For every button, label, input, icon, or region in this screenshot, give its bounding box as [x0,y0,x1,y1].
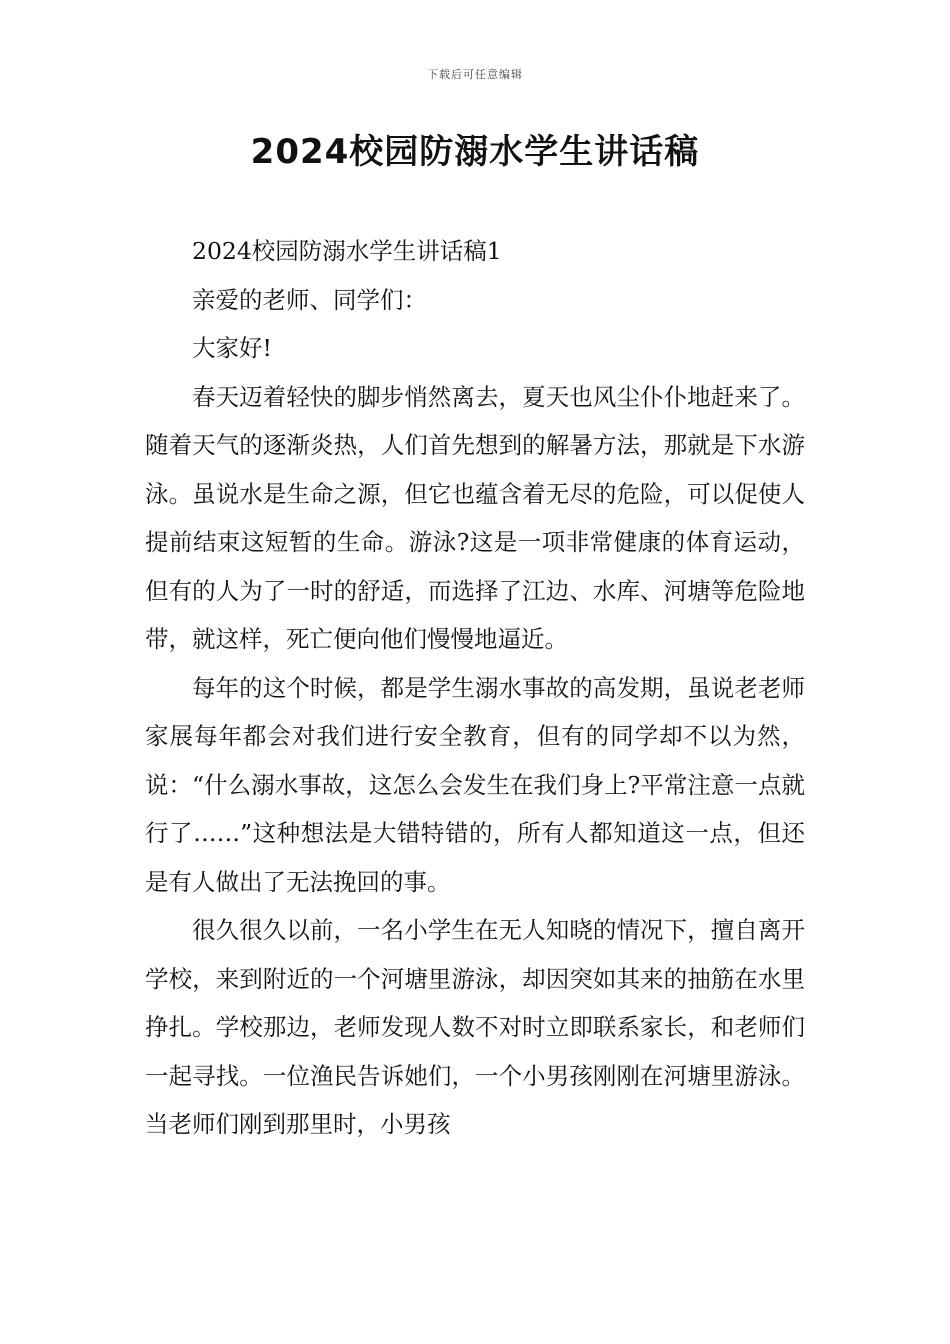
document-body [145,227,805,1149]
body-paragraph: 很久很久以前，一名小学生在无人知晓的情况下，擅自离开学校，来到附近的一个河塘里游泳，却因突如其来的抽筋在水里挣扎。学校那边，老师发现人数不对时立即联系家长，和老师们一起寻找。一位渔民告诉她们，一个小男孩刚刚在河塘里游泳。当老师们刚到那里时，小男孩 [145,916,805,1138]
section-heading: 2024校园防溺水学生讲话稿1 [192,237,502,265]
body-paragraph: 春天迈着轻快的脚步悄然离去，夏天也风尘仆仆地赶来了。随着天气的逐渐炎热，人们首先想到的解暑方法，那就是下水游泳。虽说水是生命之源，但它也蕴含着无尽的危险，可以促使人提前结束这短暂的生命。游泳?这是一项非常健康的体育运动，但有的人为了一时的舒适，而选择了江边、水库、河塘等危险地带，就这样，死亡便向他们慢慢地逼近。 [145,382,805,653]
salutation: 亲爱的老师、同学们： [192,285,427,314]
greeting: 大家好! [192,334,272,362]
document-title: 2024校园防溺水学生讲话稿 [250,132,700,172]
header-note: 下载后可任意编辑 [427,68,523,81]
body-paragraph: 每年的这个时候，都是学生溺水事故的高发期，虽说老老师家展每年都会对我们进行安全教育，但有的同学却不以为然，说：“什么溺水事故，这怎么会发生在我们身上?平常注意一点就行了……”这种想法是大错特错的，所有人都知道这一点，但还是有人做出了无法挽回的事。 [145,673,805,896]
